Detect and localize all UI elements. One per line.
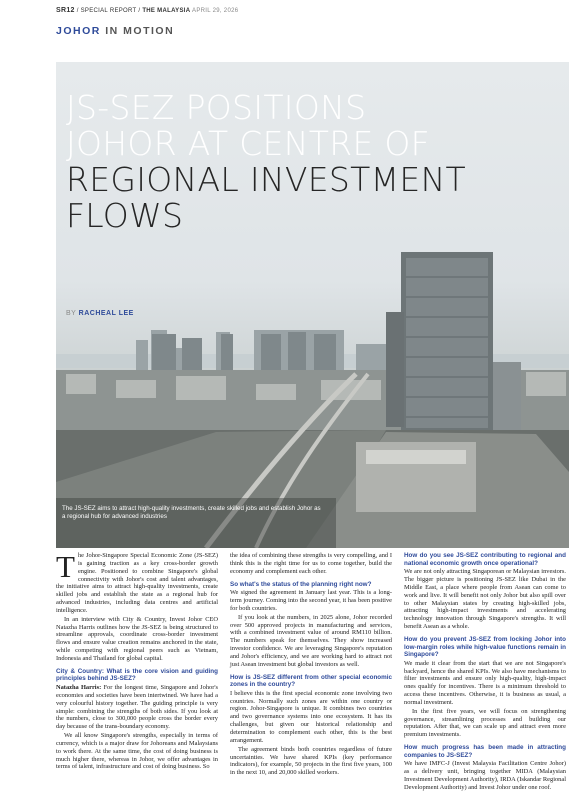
headline-line-4: FLOWS: [66, 196, 184, 235]
paragraph: If you look at the numbers, in 2025 alone, Johor recorded over 500 approved projects in manufacturing and services, with a combined investment value of around RM110 billion. The numbers speak for themselves. They show increased investor confidence. We are leveraging Singapore's reputation and Johor's efficiency, and we are working hard to attract not just Asean investment but global investors as well.: [230, 613, 392, 668]
intro-text: he Johor-Singapore Special Economic Zone (JS-SEZ) is gaining traction as a key cross-border growth engine. Positioned to combine Singapore's global connectivity with Johor's cost and talent advantages, the initiative aims to attract high-quality investments, create skilled jobs and establish the state as a regional hub for advanced industries, including data centres and artificial intelligence.: [56, 552, 218, 614]
paragraph: We all know Singapore's strengths, especially in terms of currency, which is a major draw for Johoreans and Malaysians to work there. At the same time, the cost of doing business is much higher there, whereas in Johor, we offer advantages in terms of talent, infrastructure and cost of doing business. So: [56, 732, 218, 771]
photo-caption: The JS-SEZ aims to attract high-quality investments, create skilled jobs and establish Johor as a regional hub for advanced industries: [62, 505, 321, 520]
page-code: SR12: [56, 7, 75, 14]
hero-photo: [56, 62, 569, 548]
column-2: [230, 552, 392, 778]
byline-prefix: BY: [66, 310, 77, 317]
issue-date: APRIL 29, 2026: [192, 8, 239, 14]
article-headline: [66, 90, 561, 234]
headline-line-1: JS-SEZ POSITIONS: [66, 88, 367, 127]
answer-paragraph: We signed the agreement in January last year. This is a long-term journey. Coming into the second year, it has been positive for both countries.: [230, 589, 392, 612]
paragraph: the idea of combining these strengths is very compelling, and I think this is the right time for us to come together, build the economy and complement each other.: [230, 552, 392, 575]
headline-line-3: REGIONAL INVESTMENT: [66, 160, 467, 199]
drop-cap: T: [56, 549, 75, 584]
headline-line-2: JOHOR AT CENTRE OF: [66, 124, 430, 163]
answer-paragraph: We made it clear from the start that we are not Singapore's backyard, hence the shared KPIs. We also have mechanisms to filter investments and ensure only high-quality, high-impact ones qualify for incentives. There is a minimum threshold to access these incentives. Otherwise, it is business as usual, a normal investment.: [404, 659, 566, 706]
question-heading: City & Country: What is the core vision and guiding principles behind JS-SEZ?: [56, 667, 218, 683]
question-heading: So what's the status of the planning right now?: [230, 580, 372, 588]
answer-paragraph: We have IMFC-J (Invest Malaysia Facilitation Centre Johor) as a delivery unit, bringing together MIDA (Malaysian Investment Development Authority), IRDA (Iskandar Regional Development Authority) and Invest Johor under one roof.: [404, 760, 566, 791]
question-heading: How do you see JS-SEZ contributing to regional and national economic growth once operational?: [404, 552, 566, 567]
page-header: [0, 0, 580, 44]
speaker-name: Natazha Harris:: [56, 684, 102, 691]
answer-paragraph: [56, 684, 218, 731]
byline: [66, 310, 134, 317]
answer-paragraph: We are not only attracting Singaporean or Malaysian investors. The bigger picture is positioning JS-SEZ like Dubai in the Middle East, a place where people from Asean can come to work and live. It will benefit not only Johor but also spill over to other Malaysian states by creating high-skilled jobs, attracting high-impact investments and accelerating technology innovation through Singapore's strengths. It will benefit Asean as a whole.: [404, 568, 566, 631]
question-heading: How much progress has been made in attracting companies to JS-SEZ?: [404, 744, 566, 759]
author-name: RACHEAL LEE: [78, 310, 134, 317]
answer-text: For the longest time, Singapore and Johor's economies and societies have been intertwined. We have had a very colourful history together. The guiding principle is very simple: combining the strengths of both sides. If you look at the numbers, close to 300,000 people cross the border every day because of the trans-boundary economy.: [56, 684, 218, 731]
running-head: SR12 / SPECIAL REPORT / THE MALAYSIA APRIL 29, 2026: [56, 7, 239, 14]
column-3: [404, 552, 566, 793]
report-label: SPECIAL REPORT: [80, 8, 137, 14]
question-heading: How do you prevent JS-SEZ from locking Johor into low-margin roles while high-value functions remain in Singapore?: [404, 635, 566, 659]
section-title-a: JOHOR: [56, 25, 101, 37]
article-body: [56, 549, 569, 807]
section-title: [56, 25, 174, 37]
question-heading: How is JS-SEZ different from other special economic zones in the country?: [230, 673, 392, 689]
section-title-b: IN MOTION: [105, 25, 175, 37]
intro-paragraph: [56, 549, 218, 615]
paragraph: In an interview with City & Country, Invest Johor CEO Natazha Harris outlines how the JS-SEZ is being structured to streamline approvals, coordinate cross-border investment flows and ensure value creation remains anchored in the state, while competing with regional peers such as Vietnam, Indonesia and Thailand for global capital.: [56, 615, 218, 662]
paragraph: In the first five years, we will focus on strengthening governance, streamlining processes and building our reputation. After that, we can scale up and attract even more premium investments.: [404, 707, 566, 739]
publication-logo: THE MALAYSIA: [142, 8, 191, 14]
column-1: [56, 549, 218, 772]
answer-paragraph: I believe this is the first special economic zone involving two countries. Normally such zones are within one country or region. Johor-Singapore is unique. It combines two countries and two governance systems into one ecosystem. It has its challenges, but given our historical relationship and determination to complement each other, this is the best arrangement.: [230, 689, 392, 744]
paragraph: The agreement binds both countries regardless of future uncertainties. We have shared KPIs (key performance indicators), for example, 50 projects in the first five years, 100 in the next 10, and 20,000 skilled workers.: [230, 745, 392, 777]
